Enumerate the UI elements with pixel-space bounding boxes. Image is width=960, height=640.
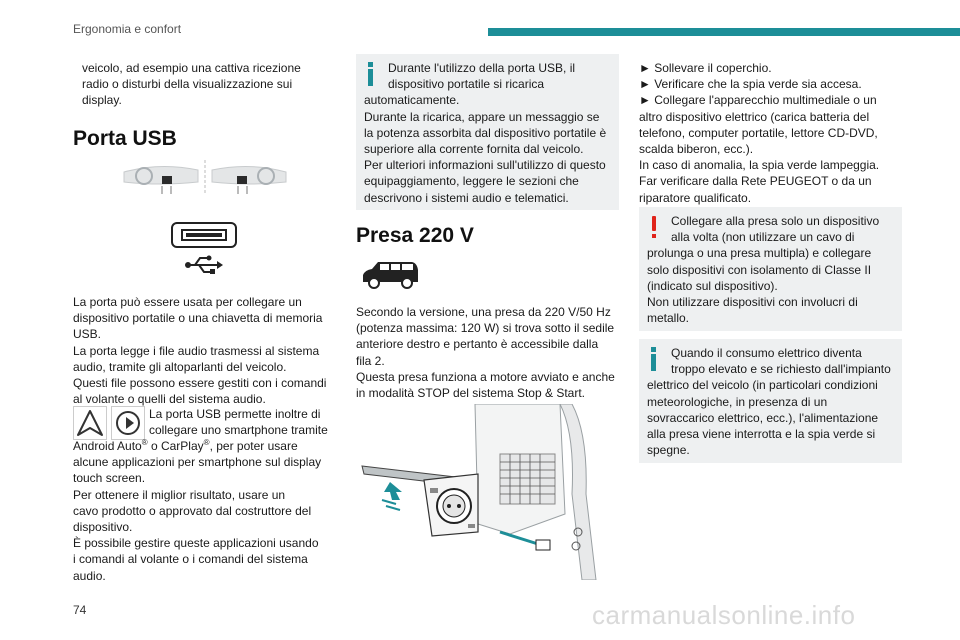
usage-steps: ► Sollevare il coperchio. ► Verificare che la spia verde sia accesa. ► Collegare l'apparecchio multimediale o un altro dispositivo elettrico (carica batteria del telefono, computer portatile, lettore CD-DVD, scalda biberon, ecc.). In caso di anomalia, la spia verde lampeggia. Far verificare dalla Rete PEUGEOT o da un riparatore qualificato. bbox=[639, 61, 880, 205]
usb-charging-info-note: Durante l'utilizzo della porta USB, il dispositivo portatile si ricarica automaticamente. Durante la ricarica, appare un messaggio se la potenza assorbita dal dispositivo portatile è superiore alla corrente fornita dal veicolo. Per ulteriori informazioni sull'utilizzo di questo equipaggiamento, leggere le sezioni che descrivono i sistemi audio e telematici. bbox=[356, 54, 619, 210]
info-icon bbox=[647, 345, 661, 375]
section-title: Ergonomia e confort bbox=[73, 22, 182, 36]
carplay-icon bbox=[111, 406, 145, 440]
usb-location-diagram bbox=[120, 158, 290, 202]
heading-usb-port: Porta USB bbox=[73, 127, 177, 150]
usb-symbol-icon bbox=[184, 254, 224, 276]
warning-icon bbox=[647, 213, 661, 243]
usb-socket-icon bbox=[171, 222, 237, 248]
intro-text: veicolo, ad esempio una cattiva ricezione radio o disturbi della visualizzazione sui display. bbox=[82, 61, 301, 108]
smartphone-text-top: La porta USB permette inoltre di collegare uno smartphone tramite bbox=[149, 407, 328, 438]
usb-description: La porta può essere usata per collegare un dispositivo portatile o una chiavetta di memoria USB. La porta legge i file audio trasmessi al sistema audio, tramite gli altoparlanti del veicolo. Questi file possono essere gestiti con i comandi al volante o quelli del sistema audio. bbox=[73, 295, 327, 407]
page-number: 74 bbox=[73, 603, 87, 617]
smartphone-text: Android Auto® o CarPlay®, per poter usare alcune applicazioni per smartphone sul display touch screen. Per ottenere il miglior risultato, usare un cavo prodotto o approvato dal costruttore del dispositivo. È possibile gestire queste applicazioni usando i comandi al volante o i comandi del sistema audio. bbox=[73, 438, 322, 583]
power-cut-info-note: Quando il consumo elettrico diventa troppo elevato e se richiesto dall'impianto elettrico del veicolo (in particolari condizioni meteorologiche, in presenza di un sovraccarico elettrico, ecc.), l'alimentazione alla presa viene interrotta e la spia verde si spegne. bbox=[639, 339, 902, 463]
info-icon bbox=[364, 60, 378, 90]
vehicle-icon bbox=[360, 258, 420, 290]
heading-220v-socket: Presa 220 V bbox=[356, 224, 474, 247]
220v-description: Secondo la versione, una presa da 220 V/50 Hz (potenza massima: 120 W) si trova sotto il sedile anteriore destro e pertanto è accessibile dalla fila 2. Questa presa funziona a motore avviato e anche in modalità STOP del sistema Stop & Start. bbox=[356, 305, 615, 401]
header-accent-bar bbox=[488, 28, 960, 36]
220v-socket-illustration bbox=[360, 404, 610, 580]
android-auto-icon bbox=[73, 406, 107, 440]
watermark: carmanualsonline.info bbox=[592, 600, 856, 630]
warning-note: Collegare alla presa solo un dispositivo alla volta (non utilizzare un cavo di prolunga o una presa multipla) e collegare solo dispositivi con isolamento di Classe II (indicato sul dispositivo). Non utilizzare dispositivi con involucri di metallo. bbox=[639, 207, 902, 331]
